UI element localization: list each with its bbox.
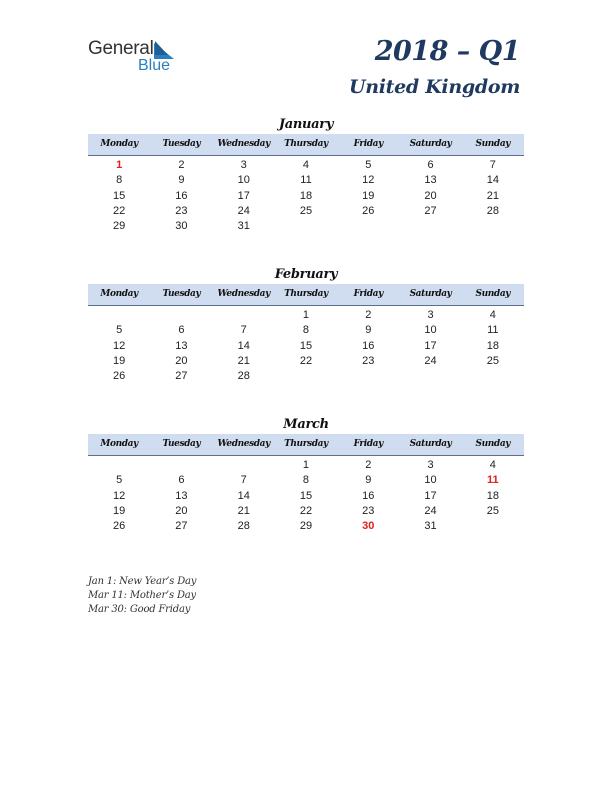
day-cell: 30 [362, 520, 375, 533]
week-row [88, 504, 524, 519]
week-row [88, 204, 524, 219]
day-cell: 11 [487, 324, 499, 337]
week-row [88, 339, 524, 354]
logo-general-text: General [88, 38, 154, 59]
day-cell: 13 [424, 174, 437, 187]
day-cell: 11 [300, 174, 312, 187]
day-cell [275, 219, 337, 234]
weekday-label: Friday [353, 289, 383, 299]
month-name: February [274, 267, 338, 282]
day-cell: 3 [427, 459, 434, 471]
weeks [88, 156, 524, 234]
day-cell: 4 [489, 459, 496, 471]
day-cell: 27 [175, 370, 188, 383]
day-cell: 6 [178, 324, 185, 337]
week-row [88, 369, 524, 384]
day-cell: 20 [175, 354, 188, 367]
day-cell: 8 [302, 324, 310, 337]
day-cell [462, 369, 524, 384]
weekday-label: Thursday [284, 439, 328, 449]
weekday-label: Wednesday [217, 289, 270, 299]
day-cell: 10 [424, 474, 437, 487]
week-row [88, 489, 524, 504]
page-subtitle: United Kingdom [348, 76, 520, 98]
day-cell: 3 [427, 309, 434, 321]
day-cell: 19 [362, 189, 375, 202]
day-cell: 24 [424, 354, 437, 367]
day-cell [399, 219, 461, 234]
day-cell: 25 [299, 204, 313, 217]
weekday-label: Monday [100, 139, 138, 149]
day-cell: 21 [237, 504, 250, 517]
week-row [88, 173, 524, 188]
weekday-label: Tuesday [162, 139, 201, 149]
weekday-label: Friday [353, 139, 383, 149]
weekday-header-row [88, 434, 524, 456]
day-cell: 30 [175, 220, 188, 233]
day-cell [399, 369, 461, 384]
day-cell: 1 [302, 309, 310, 321]
day-cell [150, 308, 212, 323]
day-cell: 26 [113, 520, 126, 533]
month-name: January [278, 117, 334, 132]
day-cell: 16 [362, 339, 375, 352]
day-cell: 18 [486, 489, 499, 502]
weekday-label: Wednesday [217, 139, 270, 149]
day-cell: 18 [299, 189, 313, 202]
day-cell: 22 [299, 354, 313, 367]
day-cell [462, 219, 524, 234]
day-cell: 8 [116, 174, 123, 187]
day-cell: 3 [240, 159, 247, 171]
month-calendar-february [88, 266, 524, 384]
day-cell: 15 [113, 189, 126, 202]
day-cell: 15 [299, 489, 313, 502]
day-cell: 18 [486, 339, 499, 352]
day-cell [275, 369, 337, 384]
day-cell: 25 [486, 504, 499, 517]
day-cell: 6 [178, 474, 185, 487]
day-cell [337, 369, 399, 384]
day-cell: 13 [175, 489, 188, 502]
day-cell: 28 [237, 370, 250, 383]
day-cell: 14 [237, 339, 250, 352]
day-cell: 17 [424, 339, 437, 352]
day-cell: 2 [365, 459, 372, 471]
day-cell: 21 [486, 189, 499, 202]
day-cell: 14 [486, 174, 499, 187]
day-cell: 7 [240, 474, 247, 487]
day-cell: 1 [302, 459, 310, 471]
day-cell: 12 [362, 174, 375, 187]
weekday-label: Sunday [475, 289, 511, 299]
day-cell: 15 [299, 339, 313, 352]
month-name: March [283, 417, 329, 432]
day-cell: 31 [237, 220, 250, 233]
day-cell: 24 [424, 504, 437, 517]
holiday-note: Jan 1: New Year’s Day [88, 576, 197, 587]
weekday-label: Sunday [475, 139, 511, 149]
day-cell: 22 [113, 204, 126, 217]
day-cell: 6 [427, 159, 434, 171]
day-cell: 25 [486, 354, 499, 367]
weekday-label: Wednesday [217, 439, 270, 449]
day-cell: 9 [365, 324, 372, 337]
logo [88, 38, 188, 78]
day-cell: 27 [175, 520, 188, 533]
day-cell: 23 [175, 204, 188, 217]
day-cell: 26 [113, 370, 126, 383]
week-row [88, 189, 524, 204]
day-cell: 29 [299, 520, 313, 533]
week-row [88, 458, 524, 473]
day-cell: 12 [113, 489, 126, 502]
day-cell: 5 [365, 159, 372, 171]
day-cell: 27 [424, 204, 437, 217]
day-cell: 12 [113, 339, 126, 352]
day-cell: 2 [365, 309, 372, 321]
weekday-label: Thursday [284, 289, 328, 299]
day-cell [337, 219, 399, 234]
logo-blue-text: Blue [138, 57, 171, 74]
week-row [88, 519, 524, 534]
day-cell: 26 [362, 204, 375, 217]
day-cell: 21 [237, 354, 250, 367]
day-cell: 17 [237, 189, 250, 202]
day-cell: 20 [424, 189, 437, 202]
holiday-note: Mar 11: Mother’s Day [88, 590, 196, 601]
day-cell: 16 [362, 489, 375, 502]
week-row [88, 158, 524, 173]
week-row [88, 354, 524, 369]
day-cell: 28 [237, 520, 250, 533]
day-cell: 11 [487, 474, 499, 487]
day-cell: 9 [365, 474, 372, 487]
weekday-label: Monday [100, 439, 138, 449]
day-cell: 23 [362, 354, 375, 367]
day-cell: 8 [302, 474, 310, 487]
weekday-label: Sunday [475, 439, 511, 449]
weekday-label: Monday [100, 289, 138, 299]
day-cell: 13 [175, 339, 188, 352]
weeks [88, 306, 524, 384]
day-cell: 19 [113, 354, 126, 367]
day-cell: 2 [178, 159, 185, 171]
day-cell: 23 [362, 504, 375, 517]
week-row [88, 219, 524, 234]
holiday-note: Mar 30: Good Friday [88, 604, 191, 615]
weekday-label: Saturday [409, 139, 452, 149]
day-cell: 1 [116, 159, 123, 171]
week-row [88, 473, 524, 488]
day-cell: 29 [113, 220, 126, 233]
day-cell: 5 [116, 474, 123, 487]
day-cell: 31 [424, 520, 437, 533]
month-calendar-march [88, 416, 524, 534]
day-cell: 5 [116, 324, 123, 337]
day-cell: 14 [237, 489, 250, 502]
day-cell: 7 [240, 324, 247, 337]
month-calendar-january [88, 116, 524, 234]
weekday-label: Thursday [284, 139, 328, 149]
weeks [88, 456, 524, 534]
weekday-header-row [88, 284, 524, 306]
day-cell: 20 [175, 504, 188, 517]
day-cell: 17 [424, 489, 437, 502]
week-row [88, 323, 524, 338]
day-cell [213, 458, 275, 473]
day-cell: 16 [175, 189, 188, 202]
day-cell [88, 458, 150, 473]
weekday-label: Saturday [409, 289, 452, 299]
day-cell: 19 [113, 504, 126, 517]
weekday-label: Friday [353, 439, 383, 449]
weekday-label: Tuesday [162, 289, 201, 299]
day-cell: 28 [486, 204, 499, 217]
week-row [88, 308, 524, 323]
weekday-label: Saturday [409, 439, 452, 449]
day-cell: 9 [178, 174, 185, 187]
day-cell: 7 [489, 159, 496, 171]
day-cell [88, 308, 150, 323]
day-cell: 22 [299, 504, 313, 517]
day-cell [213, 308, 275, 323]
day-cell: 10 [237, 174, 250, 187]
day-cell: 4 [302, 159, 310, 171]
day-cell [150, 458, 212, 473]
holiday-notes [88, 575, 196, 617]
day-cell: 10 [424, 324, 437, 337]
weekday-label: Tuesday [162, 439, 201, 449]
day-cell: 4 [489, 309, 496, 321]
page-title: 2018 – Q1 [374, 36, 520, 67]
weekday-header-row [88, 134, 524, 156]
day-cell: 24 [237, 204, 250, 217]
day-cell [462, 519, 524, 534]
